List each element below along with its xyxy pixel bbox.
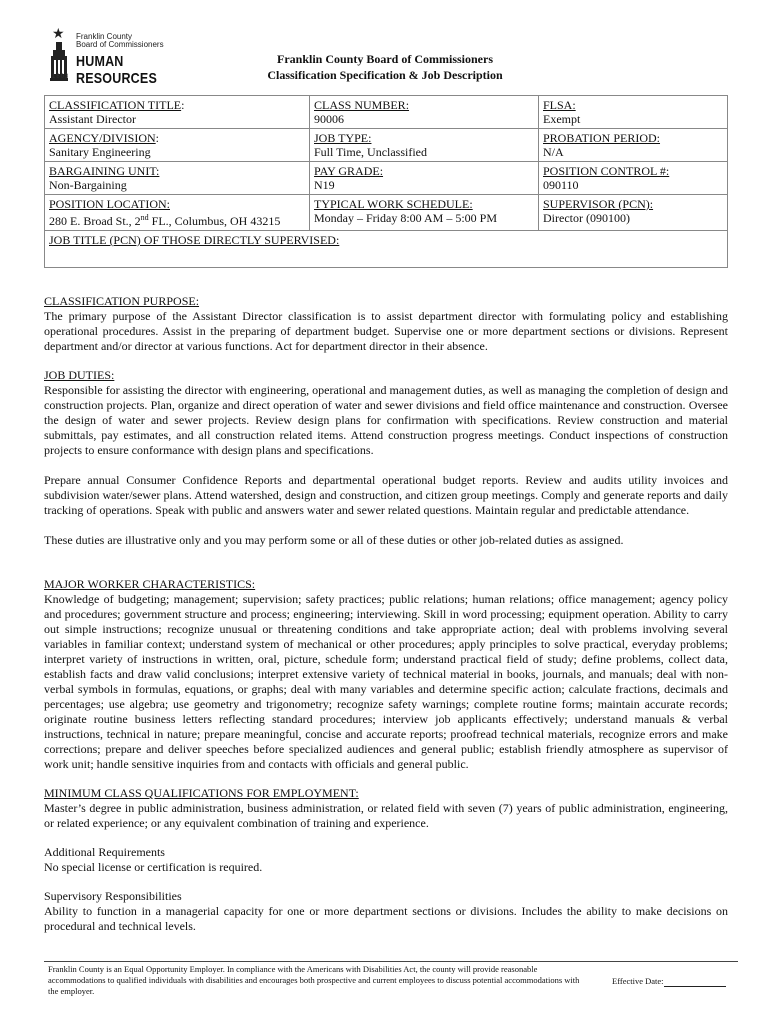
agency-label: AGENCY/DIVISION [49, 131, 156, 145]
job-type-cell [310, 129, 539, 162]
agency-cell [45, 129, 310, 162]
schedule-value: Monday – Friday 8:00 AM – 5:00 PM [314, 211, 498, 225]
classification-title-label: CLASSIFICATION TITLE [49, 98, 182, 112]
label-colon: : [181, 98, 185, 112]
duties-paragraph-1: Responsible for assisting the director with engineering, operational and management duties, as well as managing the completion of design and construction projects. Plan, organize and direct operation of water and sewer divisions and field office maintenance and construction. Oversee the design of water and sewer projects. Review design plans for confirmation with specifications. Review construction and material submittals, pay estimates, and all construction related items. Attend construction progress meetings. Conduct inspections of construction projects to ensure conformance with design plans and specifications. [44, 383, 728, 457]
classification-purpose-section [44, 294, 728, 354]
star-icon: ★ [52, 27, 65, 42]
supervisory-text: Ability to function in a managerial capacity for one or more department sections or divisions. Includes the ability to make decisions on procedural and technical levels. [44, 904, 728, 933]
supervisory-heading: Supervisory Responsibilities [44, 889, 182, 903]
pay-grade-cell [310, 162, 539, 195]
probation-cell [539, 129, 728, 162]
bargaining-cell [45, 162, 310, 195]
logo-line-1: Franklin County [76, 32, 133, 41]
location-label: POSITION LOCATION: [49, 197, 170, 211]
job-type-label: JOB TYPE: [314, 131, 372, 145]
flsa-value: Exempt [543, 112, 581, 126]
schedule-cell [310, 195, 539, 231]
characteristics-text: Knowledge of budgeting; management; supervision; safety practices; public relations; human relations; office management; agency policy and procedures; government structure and process; engineering; interviewing. Skill in word processing; equipment operation. Ability to carry out simple instructions; recognize unusual or threatening conditions and take appropriate action; deal with problems involving several variables in familiar context; understand system of mechanical or other procedures; apply principles to solve practical, everyday problems; interpret variety of instructions in written, oral, picture, schedule form; understand practical field of study; define problems, collect data, establish facts and draw valid conclusions; interpret extensive variety of technical material in books, journals, and manuals; deal with non-verbal symbols in formulas, equations, or graphs; deal with many variables and determine specific action; calculate fractions, decimals and percentages; use algebra; use geometry and trigonometry; recognize safety warnings; complete routine forms; maintain accurate records; originate routine business letters reflecting standard procedures; interview job applicants effectively; understand manuals & verbal instructions, technical in nature; prepare meaningful, concise and accurate reports; proofread technical materials, recognize errors and make corrections; prepare and deliver speeches before specialized audiences and general public; establish friendly atmosphere as supervisor of work unit; handle sensitive inquiries from and contacts with officials and general public. [44, 592, 728, 771]
additional-heading: Additional Requirements [44, 845, 165, 859]
additional-requirements-section [44, 845, 728, 875]
supervisor-cell [539, 195, 728, 231]
pay-grade-label: PAY GRADE: [314, 164, 384, 178]
location-cell [45, 195, 310, 231]
logo-line-3: HUMAN RESOURCES [76, 53, 157, 87]
location-value-end: FL., Columbus, OH 43215 [148, 214, 281, 228]
effective-date-label: Effective Date: [612, 976, 664, 986]
document-title: Classification Specification & Job Description [267, 68, 503, 82]
qualifications-text: Master’s degree in public administration, business administration, or related field with seven (7) years of public administration, engineering, or related experience; or any equivalent combination of training and experience. [44, 801, 728, 830]
job-type-value: Full Time, Unclassified [314, 145, 428, 159]
class-number-cell [310, 96, 539, 129]
agency-value: Sanitary Engineering [49, 145, 151, 159]
directly-supervised-label: JOB TITLE (PCN) OF THOSE DIRECTLY SUPERVISED: [49, 233, 340, 247]
minimum-qualifications-section [44, 786, 728, 831]
location-value-sup: nd [140, 213, 149, 222]
schedule-label: TYPICAL WORK SCHEDULE: [314, 197, 473, 211]
duties-heading: JOB DUTIES: [44, 368, 115, 382]
location-value-start: 280 E. Broad St., 2 [49, 214, 141, 228]
effective-date-blank [664, 977, 726, 987]
major-worker-characteristics-section [44, 577, 728, 772]
position-control-label: POSITION CONTROL #: [543, 164, 670, 178]
classification-title-value: Assistant Director [49, 112, 136, 126]
logo-line-2: Board of Commissioners [76, 40, 164, 49]
effective-date [612, 976, 726, 987]
job-duties-section [44, 368, 728, 548]
eeo-statement: Franklin County is an Equal Opportunity Employer. In compliance with the Americans with Disabilities Act, the county will provide reasonable accommodations to qualified individuals with disabilities and encourages both prospective and current employees to discuss potential accommodations with the employer. [48, 964, 580, 996]
purpose-heading: CLASSIFICATION PURPOSE: [44, 294, 200, 308]
directly-supervised-cell [45, 231, 728, 268]
supervisor-value: Director (090100) [543, 211, 630, 225]
supervisory-responsibilities-section [44, 889, 728, 934]
bargaining-label: BARGAINING UNIT: [49, 164, 160, 178]
classification-info-table [44, 95, 728, 268]
additional-text: No special license or certification is required. [44, 860, 263, 874]
logo-year: 1803 [52, 74, 70, 80]
duties-paragraph-2: Prepare annual Consumer Confidence Reports and departmental operational budget reports. Review and audits utility invoices and subdivision water/sewer plans. Attend watershed, design and construction, and citizen group meetings. Comply and generate reports and daily tracking of operations. Speak with public and answers water and sewer related questions. Maintain regular and predictable attendance. [44, 473, 728, 517]
supervisor-label: SUPERVISOR (PCN): [543, 197, 654, 211]
flsa-cell [539, 96, 728, 129]
duties-paragraph-3: These duties are illustrative only and you may perform some or all of these duties or other job-related duties as assigned. [44, 533, 624, 547]
class-number-value: 90006 [314, 112, 344, 126]
location-value [49, 214, 280, 228]
classification-title-cell [45, 96, 310, 129]
document-org-title: Franklin County Board of Commissioners [276, 52, 494, 66]
purpose-text: The primary purpose of the Assistant Director classification is to assist department director with formulating policy and establishing operational procedures. Assist in the preparing of department budget. Supervise one or more department sections or divisions. Represent department and/or director at various functions. Act for department director in their absence. [44, 309, 728, 353]
footer-divider [44, 961, 738, 962]
label-colon: : [155, 131, 160, 145]
pay-grade-value: N19 [314, 178, 335, 192]
position-control-cell [539, 162, 728, 195]
class-number-label: CLASS NUMBER: [314, 98, 410, 112]
position-control-value: 090110 [543, 178, 579, 192]
probation-label: PROBATION PERIOD: [543, 131, 661, 145]
bargaining-value: Non-Bargaining [49, 178, 127, 192]
qualifications-heading: MINIMUM CLASS QUALIFICATIONS FOR EMPLOYMENT: [44, 786, 359, 800]
probation-value: N/A [543, 145, 564, 159]
characteristics-heading: MAJOR WORKER CHARACTERISTICS: [44, 577, 256, 591]
flsa-label: FLSA: [543, 98, 576, 112]
